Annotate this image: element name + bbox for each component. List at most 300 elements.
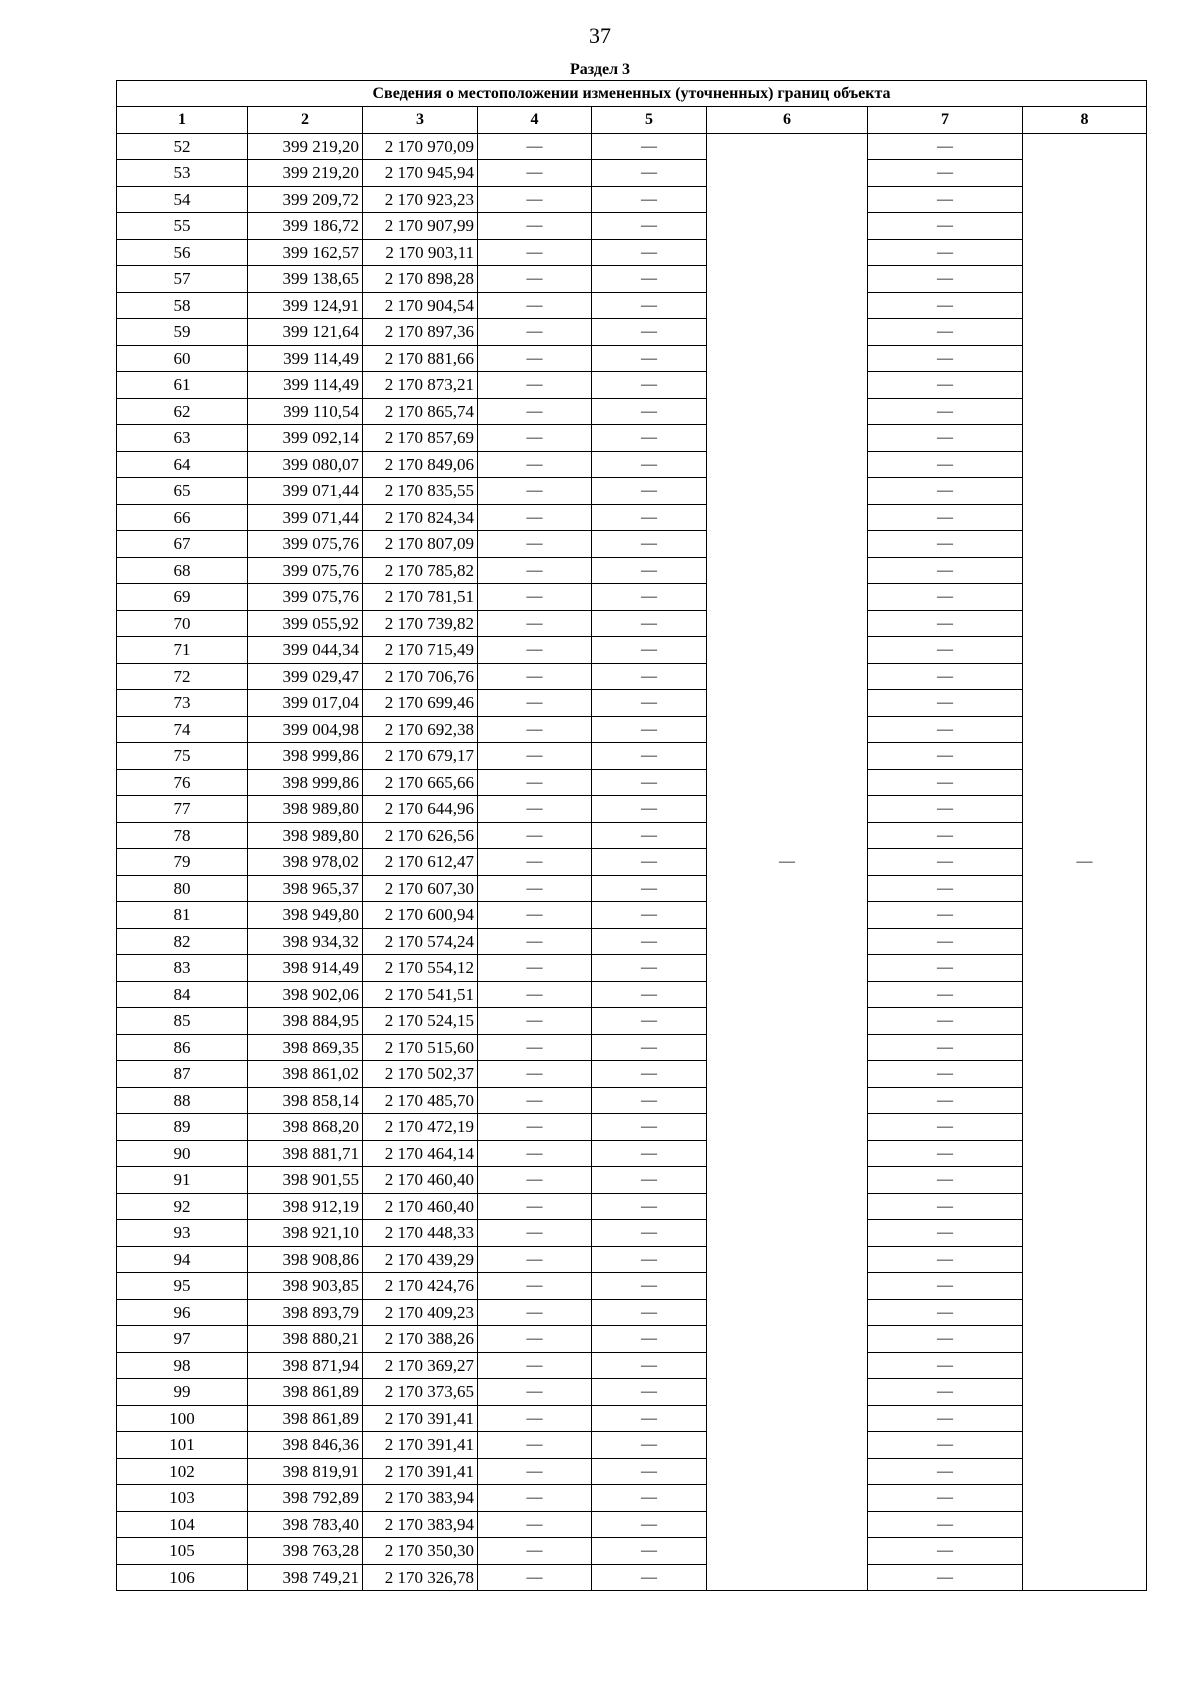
x-coordinate-cell: 398 999,86: [248, 770, 363, 797]
table-row: [117, 372, 1147, 399]
col7-dash-cell: —: [868, 664, 1023, 691]
col7-dash-cell: —: [868, 478, 1023, 505]
table-row: [117, 558, 1147, 585]
table-row: [117, 1194, 1147, 1221]
y-coordinate-cell: 2 170 715,49: [363, 637, 478, 664]
table-row: [117, 452, 1147, 479]
col7-dash-cell: —: [868, 187, 1023, 214]
col5-dash-cell: —: [592, 1114, 707, 1141]
col4-dash-cell: —: [478, 1008, 592, 1035]
col7-dash-cell: —: [868, 1247, 1023, 1274]
table-row: [117, 717, 1147, 744]
table-row: [117, 823, 1147, 850]
table-row: [117, 770, 1147, 797]
col5-dash-cell: —: [592, 1353, 707, 1380]
col5-dash-cell: —: [592, 717, 707, 744]
col7-dash-cell: —: [868, 240, 1023, 267]
col5-dash-cell: —: [592, 823, 707, 850]
col7-dash-cell: —: [868, 319, 1023, 346]
x-coordinate-cell: 399 186,72: [248, 213, 363, 240]
point-number-cell: 72: [117, 664, 248, 691]
point-number-cell: 56: [117, 240, 248, 267]
col5-dash-cell: —: [592, 1061, 707, 1088]
col4-dash-cell: —: [478, 1379, 592, 1406]
table-row: [117, 1008, 1147, 1035]
col7-dash-cell: —: [868, 849, 1023, 876]
table-row: [117, 1432, 1147, 1459]
point-number-cell: 94: [117, 1247, 248, 1274]
x-coordinate-cell: 398 881,71: [248, 1141, 363, 1168]
y-coordinate-cell: 2 170 835,55: [363, 478, 478, 505]
col4-dash-cell: —: [478, 743, 592, 770]
col4-dash-cell: —: [478, 1194, 592, 1221]
point-number-cell: 80: [117, 876, 248, 903]
col4-dash-cell: —: [478, 1538, 592, 1565]
col5-dash-cell: —: [592, 425, 707, 452]
col4-dash-cell: —: [478, 478, 592, 505]
col5-dash-cell: —: [592, 743, 707, 770]
point-number-cell: 95: [117, 1273, 248, 1300]
y-coordinate-cell: 2 170 881,66: [363, 346, 478, 373]
x-coordinate-cell: 398 978,02: [248, 849, 363, 876]
col4-dash-cell: —: [478, 876, 592, 903]
y-coordinate-cell: 2 170 706,76: [363, 664, 478, 691]
y-coordinate-cell: 2 170 409,23: [363, 1300, 478, 1327]
x-coordinate-cell: 398 858,14: [248, 1088, 363, 1115]
col4-dash-cell: —: [478, 1167, 592, 1194]
col4-dash-cell: —: [478, 1273, 592, 1300]
col7-dash-cell: —: [868, 1565, 1023, 1592]
y-coordinate-cell: 2 170 373,65: [363, 1379, 478, 1406]
y-coordinate-cell: 2 170 524,15: [363, 1008, 478, 1035]
y-coordinate-cell: 2 170 873,21: [363, 372, 478, 399]
y-coordinate-cell: 2 170 903,11: [363, 240, 478, 267]
col7-dash-cell: —: [868, 743, 1023, 770]
table-row: [117, 1565, 1147, 1592]
col5-dash-cell: —: [592, 319, 707, 346]
col5-dash-cell: —: [592, 770, 707, 797]
col7-dash-cell: —: [868, 346, 1023, 373]
col7-dash-cell: —: [868, 717, 1023, 744]
x-coordinate-cell: 398 989,80: [248, 796, 363, 823]
col4-dash-cell: —: [478, 240, 592, 267]
point-number-cell: 65: [117, 478, 248, 505]
col4-dash-cell: —: [478, 372, 592, 399]
table-row: [117, 1167, 1147, 1194]
point-number-cell: 53: [117, 160, 248, 187]
x-coordinate-cell: 398 871,94: [248, 1353, 363, 1380]
col4-dash-cell: —: [478, 134, 592, 161]
col4-dash-cell: —: [478, 213, 592, 240]
column-header: 1: [117, 107, 248, 134]
point-number-cell: 102: [117, 1459, 248, 1486]
table-row: [117, 743, 1147, 770]
table-row: [117, 134, 1147, 161]
col5-dash-cell: —: [592, 1300, 707, 1327]
column-header: 4: [478, 107, 592, 134]
col5-dash-cell: —: [592, 505, 707, 532]
y-coordinate-cell: 2 170 391,41: [363, 1459, 478, 1486]
point-number-cell: 98: [117, 1353, 248, 1380]
table-row: [117, 1273, 1147, 1300]
y-coordinate-cell: 2 170 904,54: [363, 293, 478, 320]
table-row: [117, 584, 1147, 611]
table-row: [117, 1114, 1147, 1141]
point-number-cell: 106: [117, 1565, 248, 1592]
page-number: 37: [589, 23, 611, 48]
col4-dash-cell: —: [478, 929, 592, 956]
y-coordinate-cell: 2 170 541,51: [363, 982, 478, 1009]
x-coordinate-cell: 398 965,37: [248, 876, 363, 903]
y-coordinate-cell: 2 170 692,38: [363, 717, 478, 744]
col4-dash-cell: —: [478, 1485, 592, 1512]
column-header: 3: [363, 107, 478, 134]
y-coordinate-cell: 2 170 923,23: [363, 187, 478, 214]
col5-dash-cell: —: [592, 1167, 707, 1194]
point-number-cell: 60: [117, 346, 248, 373]
col4-dash-cell: —: [478, 955, 592, 982]
col5-dash-cell: —: [592, 1326, 707, 1353]
x-coordinate-cell: 398 861,89: [248, 1406, 363, 1433]
section-title: Раздел 3: [569, 61, 631, 78]
col5-dash-cell: —: [592, 134, 707, 161]
table-row: [117, 1406, 1147, 1433]
col5-dash-cell: —: [592, 478, 707, 505]
x-coordinate-cell: 399 124,91: [248, 293, 363, 320]
col6-merged-cell: —: [707, 134, 868, 1592]
y-coordinate-cell: 2 170 897,36: [363, 319, 478, 346]
col4-dash-cell: —: [478, 558, 592, 585]
col4-dash-cell: —: [478, 1459, 592, 1486]
x-coordinate-cell: 398 819,91: [248, 1459, 363, 1486]
x-coordinate-cell: 398 861,89: [248, 1379, 363, 1406]
table-row: [117, 1088, 1147, 1115]
y-coordinate-cell: 2 170 612,47: [363, 849, 478, 876]
col7-dash-cell: —: [868, 637, 1023, 664]
col7-dash-cell: —: [868, 293, 1023, 320]
point-number-cell: 92: [117, 1194, 248, 1221]
col5-dash-cell: —: [592, 1273, 707, 1300]
table-row: [117, 425, 1147, 452]
x-coordinate-cell: 398 921,10: [248, 1220, 363, 1247]
col7-dash-cell: —: [868, 823, 1023, 850]
col4-dash-cell: —: [478, 902, 592, 929]
point-number-cell: 63: [117, 425, 248, 452]
col7-dash-cell: —: [868, 1353, 1023, 1380]
point-number-cell: 81: [117, 902, 248, 929]
x-coordinate-cell: 398 792,89: [248, 1485, 363, 1512]
col4-dash-cell: —: [478, 319, 592, 346]
col7-dash-cell: —: [868, 1220, 1023, 1247]
col7-dash-cell: —: [868, 1194, 1023, 1221]
table-row: [117, 982, 1147, 1009]
table-row: [117, 637, 1147, 664]
col5-dash-cell: —: [592, 1538, 707, 1565]
table-row: [117, 266, 1147, 293]
point-number-cell: 70: [117, 611, 248, 638]
y-coordinate-cell: 2 170 898,28: [363, 266, 478, 293]
col7-dash-cell: —: [868, 213, 1023, 240]
col7-dash-cell: —: [868, 425, 1023, 452]
table-row: [117, 1512, 1147, 1539]
col7-dash-cell: —: [868, 452, 1023, 479]
col7-dash-cell: —: [868, 1538, 1023, 1565]
x-coordinate-cell: 398 902,06: [248, 982, 363, 1009]
col5-dash-cell: —: [592, 637, 707, 664]
point-number-cell: 90: [117, 1141, 248, 1168]
col7-dash-cell: —: [868, 1432, 1023, 1459]
col4-dash-cell: —: [478, 690, 592, 717]
point-number-cell: 101: [117, 1432, 248, 1459]
point-number-cell: 89: [117, 1114, 248, 1141]
point-number-cell: 100: [117, 1406, 248, 1433]
y-coordinate-cell: 2 170 391,41: [363, 1406, 478, 1433]
col7-dash-cell: —: [868, 1035, 1023, 1062]
col7-dash-cell: —: [868, 584, 1023, 611]
col5-dash-cell: —: [592, 1512, 707, 1539]
col4-dash-cell: —: [478, 1565, 592, 1592]
x-coordinate-cell: 398 880,21: [248, 1326, 363, 1353]
col5-dash-cell: —: [592, 372, 707, 399]
y-coordinate-cell: 2 170 849,06: [363, 452, 478, 479]
col4-dash-cell: —: [478, 1300, 592, 1327]
point-number-cell: 78: [117, 823, 248, 850]
table-row: [117, 1485, 1147, 1512]
col7-dash-cell: —: [868, 134, 1023, 161]
x-coordinate-cell: 399 080,07: [248, 452, 363, 479]
col7-dash-cell: —: [868, 796, 1023, 823]
col4-dash-cell: —: [478, 849, 592, 876]
col4-dash-cell: —: [478, 1088, 592, 1115]
table-row: [117, 1035, 1147, 1062]
x-coordinate-cell: 398 869,35: [248, 1035, 363, 1062]
y-coordinate-cell: 2 170 865,74: [363, 399, 478, 426]
y-coordinate-cell: 2 170 781,51: [363, 584, 478, 611]
table-row: [117, 187, 1147, 214]
point-number-cell: 62: [117, 399, 248, 426]
col4-dash-cell: —: [478, 637, 592, 664]
x-coordinate-cell: 398 861,02: [248, 1061, 363, 1088]
x-coordinate-cell: 398 908,86: [248, 1247, 363, 1274]
point-number-cell: 82: [117, 929, 248, 956]
table-row: [117, 664, 1147, 691]
x-coordinate-cell: 399 110,54: [248, 399, 363, 426]
y-coordinate-cell: 2 170 824,34: [363, 505, 478, 532]
x-coordinate-cell: 399 055,92: [248, 611, 363, 638]
point-number-cell: 93: [117, 1220, 248, 1247]
table-row: [117, 955, 1147, 982]
col4-dash-cell: —: [478, 399, 592, 426]
y-coordinate-cell: 2 170 607,30: [363, 876, 478, 903]
y-coordinate-cell: 2 170 907,99: [363, 213, 478, 240]
x-coordinate-cell: 399 209,72: [248, 187, 363, 214]
col7-dash-cell: —: [868, 1167, 1023, 1194]
col4-dash-cell: —: [478, 611, 592, 638]
y-coordinate-cell: 2 170 970,09: [363, 134, 478, 161]
col5-dash-cell: —: [592, 1432, 707, 1459]
col8-merged-cell: —: [1023, 134, 1147, 1592]
x-coordinate-cell: 398 903,85: [248, 1273, 363, 1300]
x-coordinate-cell: 398 783,40: [248, 1512, 363, 1539]
point-number-cell: 79: [117, 849, 248, 876]
table-row: [117, 1459, 1147, 1486]
table-row: [117, 1538, 1147, 1565]
col7-dash-cell: —: [868, 505, 1023, 532]
col5-dash-cell: —: [592, 1220, 707, 1247]
x-coordinate-cell: 398 893,79: [248, 1300, 363, 1327]
x-coordinate-cell: 399 162,57: [248, 240, 363, 267]
y-coordinate-cell: 2 170 785,82: [363, 558, 478, 585]
point-number-cell: 66: [117, 505, 248, 532]
col7-dash-cell: —: [868, 690, 1023, 717]
point-number-cell: 76: [117, 770, 248, 797]
col5-dash-cell: —: [592, 452, 707, 479]
col4-dash-cell: —: [478, 1114, 592, 1141]
point-number-cell: 68: [117, 558, 248, 585]
table-row: [117, 213, 1147, 240]
y-coordinate-cell: 2 170 739,82: [363, 611, 478, 638]
y-coordinate-cell: 2 170 574,24: [363, 929, 478, 956]
boundary-table: [116, 80, 1147, 1591]
col4-dash-cell: —: [478, 717, 592, 744]
col7-dash-cell: —: [868, 399, 1023, 426]
x-coordinate-cell: 399 075,76: [248, 531, 363, 558]
col4-dash-cell: —: [478, 982, 592, 1009]
col4-dash-cell: —: [478, 505, 592, 532]
y-coordinate-cell: 2 170 369,27: [363, 1353, 478, 1380]
col7-dash-cell: —: [868, 160, 1023, 187]
col7-dash-cell: —: [868, 902, 1023, 929]
y-coordinate-cell: 2 170 626,56: [363, 823, 478, 850]
col4-dash-cell: —: [478, 1141, 592, 1168]
col7-dash-cell: —: [868, 1141, 1023, 1168]
point-number-cell: 61: [117, 372, 248, 399]
x-coordinate-cell: 399 071,44: [248, 505, 363, 532]
y-coordinate-cell: 2 170 515,60: [363, 1035, 478, 1062]
col7-dash-cell: —: [868, 1459, 1023, 1486]
point-number-cell: 74: [117, 717, 248, 744]
col7-dash-cell: —: [868, 1326, 1023, 1353]
col4-dash-cell: —: [478, 1326, 592, 1353]
x-coordinate-cell: 399 075,76: [248, 584, 363, 611]
y-coordinate-cell: 2 170 448,33: [363, 1220, 478, 1247]
table-row: [117, 531, 1147, 558]
x-coordinate-cell: 399 114,49: [248, 346, 363, 373]
col4-dash-cell: —: [478, 1353, 592, 1380]
col4-dash-cell: —: [478, 293, 592, 320]
col7-dash-cell: —: [868, 1300, 1023, 1327]
col5-dash-cell: —: [592, 1088, 707, 1115]
x-coordinate-cell: 398 763,28: [248, 1538, 363, 1565]
col7-dash-cell: —: [868, 876, 1023, 903]
col4-dash-cell: —: [478, 266, 592, 293]
col5-dash-cell: —: [592, 187, 707, 214]
point-number-cell: 91: [117, 1167, 248, 1194]
table-row: [117, 611, 1147, 638]
point-number-cell: 86: [117, 1035, 248, 1062]
col4-dash-cell: —: [478, 1061, 592, 1088]
y-coordinate-cell: 2 170 460,40: [363, 1167, 478, 1194]
column-header: 2: [248, 107, 363, 134]
table-row: [117, 478, 1147, 505]
col7-dash-cell: —: [868, 1512, 1023, 1539]
point-number-cell: 57: [117, 266, 248, 293]
col5-dash-cell: —: [592, 213, 707, 240]
col7-dash-cell: —: [868, 1273, 1023, 1300]
col7-dash-cell: —: [868, 558, 1023, 585]
point-number-cell: 77: [117, 796, 248, 823]
table-row: [117, 160, 1147, 187]
point-number-cell: 97: [117, 1326, 248, 1353]
col7-dash-cell: —: [868, 1088, 1023, 1115]
col5-dash-cell: —: [592, 1406, 707, 1433]
x-coordinate-cell: 398 749,21: [248, 1565, 363, 1592]
x-coordinate-cell: 399 004,98: [248, 717, 363, 744]
x-coordinate-cell: 398 901,55: [248, 1167, 363, 1194]
col7-dash-cell: —: [868, 770, 1023, 797]
x-coordinate-cell: 399 114,49: [248, 372, 363, 399]
column-header: 7: [868, 107, 1023, 134]
x-coordinate-cell: 398 934,32: [248, 929, 363, 956]
y-coordinate-cell: 2 170 472,19: [363, 1114, 478, 1141]
col4-dash-cell: —: [478, 187, 592, 214]
col5-dash-cell: —: [592, 1008, 707, 1035]
x-coordinate-cell: 398 949,80: [248, 902, 363, 929]
y-coordinate-cell: 2 170 326,78: [363, 1565, 478, 1592]
col7-dash-cell: —: [868, 1114, 1023, 1141]
col7-dash-cell: —: [868, 1379, 1023, 1406]
x-coordinate-cell: 398 884,95: [248, 1008, 363, 1035]
col5-dash-cell: —: [592, 346, 707, 373]
col7-dash-cell: —: [868, 611, 1023, 638]
table-row: [117, 1061, 1147, 1088]
col7-dash-cell: —: [868, 1485, 1023, 1512]
table-row: [117, 1353, 1147, 1380]
col5-dash-cell: —: [592, 876, 707, 903]
column-header: 6: [707, 107, 868, 134]
x-coordinate-cell: 399 138,65: [248, 266, 363, 293]
col4-dash-cell: —: [478, 160, 592, 187]
point-number-cell: 52: [117, 134, 248, 161]
col5-dash-cell: —: [592, 399, 707, 426]
point-number-cell: 73: [117, 690, 248, 717]
x-coordinate-cell: 399 075,76: [248, 558, 363, 585]
point-number-cell: 71: [117, 637, 248, 664]
col7-dash-cell: —: [868, 266, 1023, 293]
col7-dash-cell: —: [868, 531, 1023, 558]
point-number-cell: 104: [117, 1512, 248, 1539]
col4-dash-cell: —: [478, 584, 592, 611]
col4-dash-cell: —: [478, 1035, 592, 1062]
point-number-cell: 59: [117, 319, 248, 346]
table-row: [117, 902, 1147, 929]
table-body: [117, 134, 1147, 1592]
col5-dash-cell: —: [592, 1194, 707, 1221]
x-coordinate-cell: 398 846,36: [248, 1432, 363, 1459]
y-coordinate-cell: 2 170 554,12: [363, 955, 478, 982]
column-header: 5: [592, 107, 707, 134]
point-number-cell: 99: [117, 1379, 248, 1406]
x-coordinate-cell: 399 121,64: [248, 319, 363, 346]
x-coordinate-cell: 399 219,20: [248, 134, 363, 161]
y-coordinate-cell: 2 170 807,09: [363, 531, 478, 558]
y-coordinate-cell: 2 170 391,41: [363, 1432, 478, 1459]
table-row: [117, 796, 1147, 823]
col5-dash-cell: —: [592, 982, 707, 1009]
table-row: [117, 346, 1147, 373]
point-number-cell: 96: [117, 1300, 248, 1327]
table-row: [117, 1326, 1147, 1353]
